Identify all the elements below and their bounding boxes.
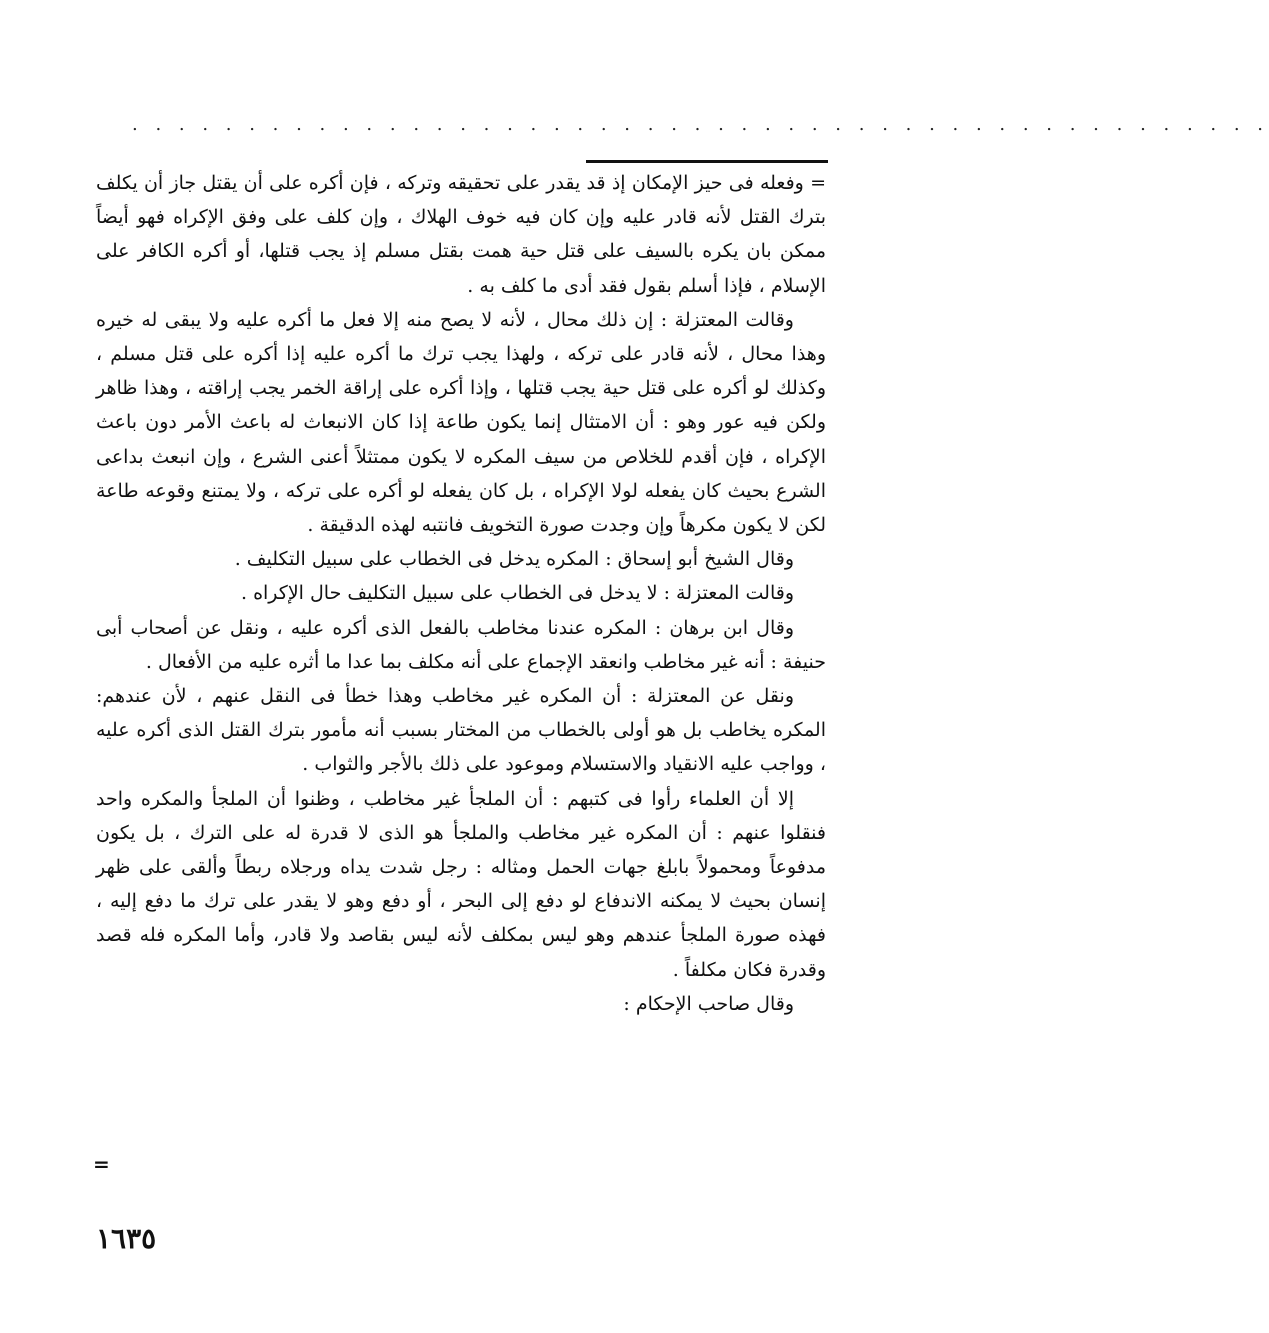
body-text	[96, 166, 826, 1021]
paragraph-abu-ishaq: وقال الشيخ أبو إسحاق : المكره يدخل فى الخطاب على سبيل التكليف .	[234, 548, 794, 571]
paragraph-transmission-error: ونقل عن المعتزلة : أن المكره غير مخاطب وهذا خطأ فى النقل عنهم ، لأن عندهم: المكره يخاطب بل هو أولى بالخطاب من المختار بسبب أنه مأمور بترك القتل الذى أكره عليه ، وواجب عليه الانقياد والاستسلام وموعود على ذلك بالأجر والثواب .	[96, 685, 826, 776]
paragraph-continuation: = وفعله فى حيز الإمكان إذ قد يقدر على تحقيقه وتركه ، فإن أكره على أن يقتل جاز أن يكلف بترك القتل لأنه قادر عليه وإن كان فيه خوف الهلاك ، وإن كلف على وفق الإكراه فهو أيضاً ممكن بان يكره بالسيف على قتل حية همت بقتل مسلم إذ يجب قتلها، أو أكره الكافر على الإسلام ، فإذا أسلم بقول فقد أدى ما كلف به .	[96, 172, 826, 297]
paragraph-mutazila-impossible: وقالت المعتزلة : إن ذلك محال ، لأنه لا يصح منه إلا فعل ما أكره عليه ولا يبقى له خيره وهذا محال ، لأنه قادر على تركه ، ولهذا يجب ترك ما أكره عليه إذا أكره على قتل مسلم ، وكذلك لو أكره على قتل حية يجب قتلها ، وإذا أكره على إراقة الخمر يجب إراقته ، وهذا ظاهر ولكن فيه عور وهو : أن الامتثال إنما يكون طاعة إذا كان الانبعاث له باعث الأمر دون باعث الإكراه ، فإن أقدم للخلاص من سيف المكره لا يكون ممتثلاً أعنى الشرع ، وإن انبعث بداعى الشرع بحيث كان يفعله لولا الإكراه ، بل كان يفعله لو أكره على تركه ، ولا يمتنع وقوعه طاعة لكن لا يكون مكرهاً وإن وجدت صورة التخويف فانتبه لهذه الدقيقة .	[96, 308, 826, 537]
footnote-rule	[586, 160, 828, 163]
paragraph-ihkam: وقال صاحب الإحكام :	[623, 992, 794, 1015]
paragraph-ibn-burhan: وقال ابن برهان : المكره عندنا مخاطب بالفعل الذى أكره عليه ، ونقل عن أصحاب أبى حنيفة : أنه غير مخاطب وانعقد الإجماع على أنه مكلف بما عدا ما أثره عليه من الأفعال .	[96, 616, 826, 673]
page-number: ١٦٣٥	[96, 1222, 157, 1255]
continuation-mark: =	[93, 1152, 110, 1176]
paragraph-mutazila-not-addressed: وقالت المعتزلة : لا يدخل فى الخطاب على سبيل التكليف حال الإكراه .	[240, 582, 794, 605]
paragraph-mulja: إلا أن العلماء رأوا فى كتبهم : أن الملجأ غير مخاطب ، وظنوا أن الملجأ والمكره واحد فنقلوا عنهم : أن المكره غير مخاطب والملجأ هو الذى لا قدرة له على الترك ، بل يكون مدفوعاً ومحمولاً بابلغ جهات الحمل ومثاله : رجل شدت يداه ورجلاه ربطاً وألقى على ظهر إنسان بحيث لا يمكنه الاندفاع لو دفع إلى البحر ، أو دفع وهو لا يقدر على ترك ما دفع إليه ، فهذه صورة الملجأ عندهم وهو ليس بمكلف لأنه ليس بقاصد ولا قادر، وأما المكره فله قصد وقدرة فكان مكلفاً .	[96, 787, 826, 981]
dotted-separator: . . . . . . . . . . . . . . . . . . . . . . . . . . . . . . . . . . . . . . . . . . . . . . . . .	[132, 114, 1269, 135]
